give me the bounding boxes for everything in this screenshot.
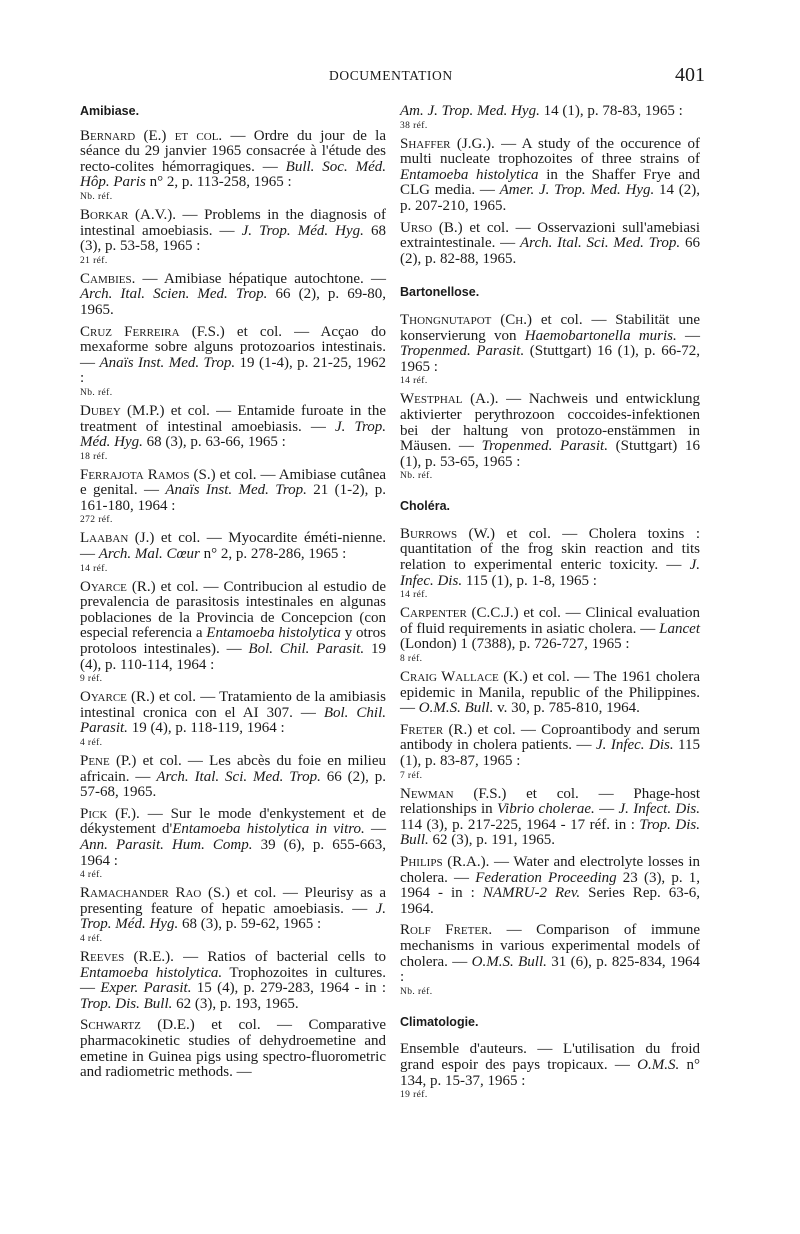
bibliography-entry	[80, 208, 386, 266]
entry-text: — Water and electrolyte losses in cholera. —	[400, 853, 700, 886]
bibliography-entry	[400, 923, 700, 996]
entry-journal: J. Trop. Méd. Hyg.	[80, 418, 387, 451]
entry-text: et col. — Acçao do mexaforme sobre alguns protozoarios intestinais. —	[80, 323, 386, 371]
entry-journal: Arch. Ital. Sci. Med. Trop.	[520, 235, 681, 252]
entry-text: —	[676, 327, 700, 344]
entry-text: 115 (1), p. 83-87, 1965 :	[400, 737, 701, 769]
entry-journal: Trop. Dis. Bull.	[400, 816, 700, 849]
entry-author: Oyarce (R.)	[80, 578, 156, 595]
entry-author: Ramachander Rao (S.)	[80, 885, 231, 902]
entry-journal: O.M.S. Bull.	[471, 953, 547, 970]
entry-text: (Stuttgart) 16 (1), p. 53-65, 1965 :	[400, 438, 700, 470]
section-heading: Choléra.	[400, 499, 451, 514]
entry-journal: Tropenmed. Parasit.	[400, 343, 525, 360]
entry-ref-count: Nb. réf.	[400, 471, 433, 482]
entry-author: Oyarce (R.)	[80, 689, 155, 706]
entry-author: Laaban (J.)	[80, 530, 155, 547]
entry-author: Newman (F.S.)	[400, 785, 507, 802]
entry-journal: J. Infec. Dis.	[595, 737, 674, 754]
entry-text: et col. — Myocardite éméti-nienne. —	[80, 530, 387, 563]
entry-author: Borkar (A.V.).	[80, 206, 177, 223]
entry-journal: Entamoeba histolytica.	[80, 964, 223, 981]
entry-ref-count: 7 réf.	[400, 770, 423, 781]
entry-text: 31 (6), p. 825-834, 1964 :	[400, 953, 701, 986]
entry-ref-count: 8 réf.	[400, 654, 423, 665]
entry-text: in the Shaffer Frye and CLG media. —	[400, 166, 700, 199]
entry-ref-count: 272 réf.	[80, 515, 113, 526]
bibliography-entry	[80, 950, 386, 1012]
running-head	[0, 66, 800, 88]
entry-text: 62 (3), p. 191, 1965.	[428, 832, 555, 849]
entry-text: 19 (4), p. 110-114, 1964 :	[80, 641, 387, 673]
bibliography-entry	[80, 754, 386, 801]
entry-ref-count: Nb. réf.	[400, 986, 433, 997]
entry-ref-count: Nb. réf.	[80, 191, 113, 202]
bibliography-entry	[80, 531, 386, 573]
entry-journal: Entamoeba histolytica in vitro.	[172, 821, 365, 838]
entry-text: Trophozoites in cultures. —	[80, 964, 386, 997]
bibliography-entry	[80, 468, 386, 526]
bibliography-entry	[400, 137, 700, 215]
entry-author: Pene (P.)	[80, 753, 137, 769]
bibliography-entry	[400, 723, 700, 781]
entry-journal: Haemobartonella muris.	[524, 327, 677, 344]
entry-text: Series Rep. 63-6, 1964.	[400, 885, 700, 917]
entry-text: et col. — Amibiase cutânea e genital. —	[80, 466, 387, 499]
entry-text: et col. — Les abcès du foie en milieu africain. —	[80, 753, 386, 785]
bibliography-entry	[80, 690, 386, 748]
entry-journal: Ann. Parasit. Hum. Comp.	[80, 836, 253, 853]
entry-text: 62 (3), p. 193, 1965.	[172, 995, 299, 1012]
entry-journal: Entamoeba histolytica	[206, 625, 341, 642]
entry-ref-count: 38 réf.	[400, 120, 428, 131]
entry-text: n° 2, p. 113-258, 1965 :	[145, 174, 292, 191]
entry-text: (Stuttgart) 16 (1), p. 66-72, 1965 :	[400, 343, 700, 375]
entry-journal: Arch. Ital. Scien. Med. Trop.	[80, 286, 268, 303]
entry-text: y otros protoloos intestinales). —	[80, 625, 386, 658]
entry-author: Ferrajota Ramos (S.)	[80, 466, 216, 483]
bibliography-entry	[400, 606, 700, 664]
entry-ref-count: 4 réf.	[80, 738, 103, 748]
entry-text: 66 (2), p. 69-80, 1965.	[80, 286, 386, 318]
bibliography-entry	[80, 325, 386, 398]
entry-text: — Amibiase hépatique autochtone. —	[135, 270, 386, 287]
bibliography-entry	[80, 807, 386, 880]
entry-author: Westphal (A.).	[400, 391, 499, 408]
entry-ref-count: 4 réf.	[80, 933, 103, 944]
entry-text: et col. — Entamide furoate in the treatment of intestinal amoebiasis. —	[80, 402, 386, 435]
entry-text: 21 (1-2), p. 161-180, 1964 :	[80, 482, 386, 514]
entry-journal: Entamoeba histolytica	[400, 166, 539, 183]
entry-ref-count: 19 réf.	[400, 1090, 428, 1101]
entry-text: et col. — Cholera toxins : quantitation of the frog skin reaction and tits relation to experimental enteric toxicity. —	[400, 525, 700, 574]
entry-text: — Comparison of immune mechanisms in various experimental models of cholera. —	[400, 922, 700, 970]
bibliography-entry	[400, 787, 700, 849]
entry-text: Ensemble d'auteurs. — L'utilisation du froid grand espoir des pays tropicaux. —	[400, 1041, 700, 1073]
section-heading: Bartonellose.	[400, 285, 480, 300]
bibliography-entry	[400, 104, 700, 131]
entry-ref-count: 4 réf.	[80, 870, 103, 881]
entry-text: — Sur le mode d'enkystement et de dékystement d'	[80, 805, 386, 838]
entry-text: — Ratios of bacterial cells to	[173, 948, 386, 965]
entry-text: 68 (3), p. 53-58, 1965 :	[80, 222, 386, 255]
entry-text: et col. — The 1961 cholera epidemic in Manila, republic of the Philippines. —	[400, 669, 700, 717]
bibliography-entry	[400, 855, 700, 917]
entry-author: Philips (R.A.).	[400, 853, 490, 870]
bibliography-entry	[80, 272, 386, 319]
entry-journal: NAMRU-2 Rev.	[482, 885, 581, 902]
entry-journal: Arch. Mal. Cœur	[98, 546, 200, 563]
entry-text: et col. — Pleurisy as a presenting feature of hepatic amoebiasis. —	[80, 885, 386, 917]
bibliography-entry	[400, 392, 700, 481]
entry-journal: Tropenmed. Parasit.	[481, 438, 608, 455]
entry-journal: Anaïs Inst. Med. Trop.	[165, 482, 307, 499]
bibliography-entry	[80, 1018, 386, 1080]
entry-ref-count: 9 réf.	[80, 674, 103, 685]
entry-text: 15 (4), p. 279-283, 1964 - in :	[191, 980, 386, 997]
entry-text: et col. — Comparative pharmacokinetic studies of dehydroemetine and emetine in Guinea pigs using spectro-fluorometric and radiometric methods. —	[80, 1017, 386, 1081]
entry-journal: Exper. Parasit.	[100, 980, 192, 997]
bibliography-entry	[80, 129, 386, 202]
entry-author: Bernard (E.) et col.	[80, 127, 223, 144]
entry-journal: J. Infec. Dis.	[400, 557, 700, 589]
bibliography-entry	[400, 313, 700, 386]
entry-text: et col. — Clinical evaluation of fluid requirements in asiatic cholera. —	[400, 605, 700, 637]
entry-text: et col. — Phage-host relationships in	[400, 785, 701, 818]
entry-journal: O.M.S.	[637, 1056, 680, 1073]
left-column	[80, 104, 386, 1087]
entry-author: Schwartz (D.E.)	[80, 1017, 195, 1034]
running-title: DOCUMENTATION	[329, 68, 453, 83]
entry-text: n° 2, p. 278-286, 1965 :	[199, 546, 347, 563]
entry-ref-count: 18 réf.	[80, 451, 108, 462]
entry-text: et col. — Coproantibody and serum antibody in cholera patients. —	[400, 721, 700, 754]
entry-text: 114 (3), p. 217-225, 1964 - 17 réf. in :	[400, 816, 640, 833]
entry-author: Dubey (M.P.)	[80, 402, 165, 419]
entry-text: 68 (3), p. 59-62, 1965 :	[178, 916, 322, 933]
entry-ref-count: 14 réf.	[400, 376, 428, 387]
entry-author: Burrows (W.)	[400, 525, 496, 542]
entry-text: 19 (1-4), p. 21-25, 1962 :	[80, 354, 387, 387]
entry-text: — Problems in the diagnosis of intestinal amoebiasis. —	[80, 206, 386, 239]
entry-author: Urso (B.)	[400, 219, 463, 236]
bibliography-entry	[80, 580, 386, 685]
entry-author: Cambies.	[80, 270, 136, 287]
entry-text: 39 (6), p. 655-663, 1964 :	[80, 836, 386, 869]
entry-text: n° 134, p. 15-37, 1965 :	[400, 1056, 700, 1089]
entry-journal: Federation Proceeding	[475, 869, 617, 886]
entry-ref-count: 21 réf.	[80, 255, 108, 266]
entry-text: et col. — Osservazioni sull'amebiasi extraintestinale. —	[400, 219, 700, 252]
page-number: 401	[675, 64, 705, 86]
entry-ref-count: 14 réf.	[80, 563, 108, 574]
entry-text: — Nachweis und entwicklung aktivierter perythrozoon coccoides-infektionen bei der haltung von protozo-enstämmen in Mäusen. —	[400, 391, 700, 455]
section-heading: Amibiase.	[80, 104, 140, 118]
entry-text: 66 (2), p. 57-68, 1965.	[80, 768, 386, 801]
entry-author: Freter (R.)	[400, 721, 473, 738]
bibliography-entry	[400, 1042, 700, 1100]
entry-journal: Arch. Ital. Sci. Med. Trop.	[156, 768, 321, 785]
entry-author: Carpenter (C.C.J.)	[400, 605, 519, 622]
entry-author: Reeves (R.E.).	[80, 948, 174, 965]
entry-journal: Trop. Dis. Bull.	[80, 995, 173, 1012]
entry-journal: Lancet	[659, 620, 700, 637]
entry-text: 14 (1), p. 78-83, 1965 :	[539, 103, 683, 119]
entry-journal: Anaïs Inst. Med. Trop.	[99, 354, 236, 371]
entry-journal: Amer. J. Trop. Med. Hyg.	[499, 182, 655, 199]
entry-text: 115 (1), p. 1-8, 1965 :	[462, 572, 597, 589]
entry-author: Thongnutapot (Ch.)	[400, 311, 532, 328]
entry-journal: J. Infect. Dis.	[618, 801, 701, 818]
entry-journal: J. Trop. Méd. Hyg.	[241, 222, 364, 239]
entry-text: (London) 1 (7388), p. 726-727, 1965 :	[400, 636, 630, 653]
entry-journal: Bol. Chil. Parasit.	[80, 704, 387, 737]
entry-text: v. 30, p. 785-810, 1964.	[493, 700, 640, 717]
right-column	[400, 104, 700, 1106]
entry-author: Rolf Freter.	[400, 922, 493, 939]
bibliography-entry	[80, 886, 386, 944]
entry-text: et col. — Stabilität une konservierung von	[400, 311, 700, 344]
entry-journal: Bull. Soc. Méd. Hôp. Paris	[80, 158, 386, 191]
entry-text: — A study of the occurence of multi nucleate trophozoites of three strains of	[400, 135, 700, 168]
entry-text: 66 (2), p. 82-88, 1965.	[400, 235, 700, 267]
entry-ref-count: Nb. réf.	[80, 387, 113, 398]
bibliography-entry	[80, 404, 386, 462]
entry-journal: J. Trop. Méd. Hyg.	[80, 900, 386, 933]
section-heading: Climatologie.	[400, 1014, 479, 1029]
entry-author: Shaffer (J.G.).	[400, 135, 495, 152]
entry-author: Craig Wallace (K.)	[400, 669, 528, 686]
entry-journal: Am. J. Trop. Med. Hyg.	[400, 103, 540, 119]
entry-text: et col. — Tratamiento de la amibiasis intestinal cronica con el AI 307. —	[80, 689, 387, 721]
entry-text: 19 (4), p. 118-119, 1964 :	[127, 720, 285, 737]
entry-journal: Bol. Chil. Parasit.	[248, 641, 365, 658]
entry-ref-count: 14 réf.	[400, 590, 428, 601]
entry-journal: Vibrio cholerae.	[497, 801, 595, 818]
bibliography-entry	[400, 221, 700, 268]
entry-text: —	[364, 821, 387, 838]
entry-text: —	[594, 801, 619, 818]
entry-text: — Ordre du jour de la séance du 29 janvier 1965 consacrée à l'étude des recto-colites hémorragiques. —	[80, 127, 386, 175]
entry-author: Cruz Ferreira (F.S.)	[80, 323, 225, 340]
entry-text: 14 (2), p. 207-210, 1965.	[400, 182, 700, 214]
entry-journal: O.M.S. Bull.	[418, 700, 494, 717]
bibliography-entry	[400, 670, 700, 717]
entry-text: 23 (3), p. 1, 1964 - in :	[400, 869, 701, 902]
entry-text: 68 (3), p. 63-66, 1965 :	[142, 434, 286, 451]
entry-author: Pick (F.).	[80, 805, 140, 822]
bibliography-entry	[400, 527, 700, 600]
entry-text: et col. — Contribucion al estudio de prevalencia de parasitosis intestinales en algunas poblaciones de la Provincia de Concepcion (con especial referencia a	[80, 578, 387, 642]
